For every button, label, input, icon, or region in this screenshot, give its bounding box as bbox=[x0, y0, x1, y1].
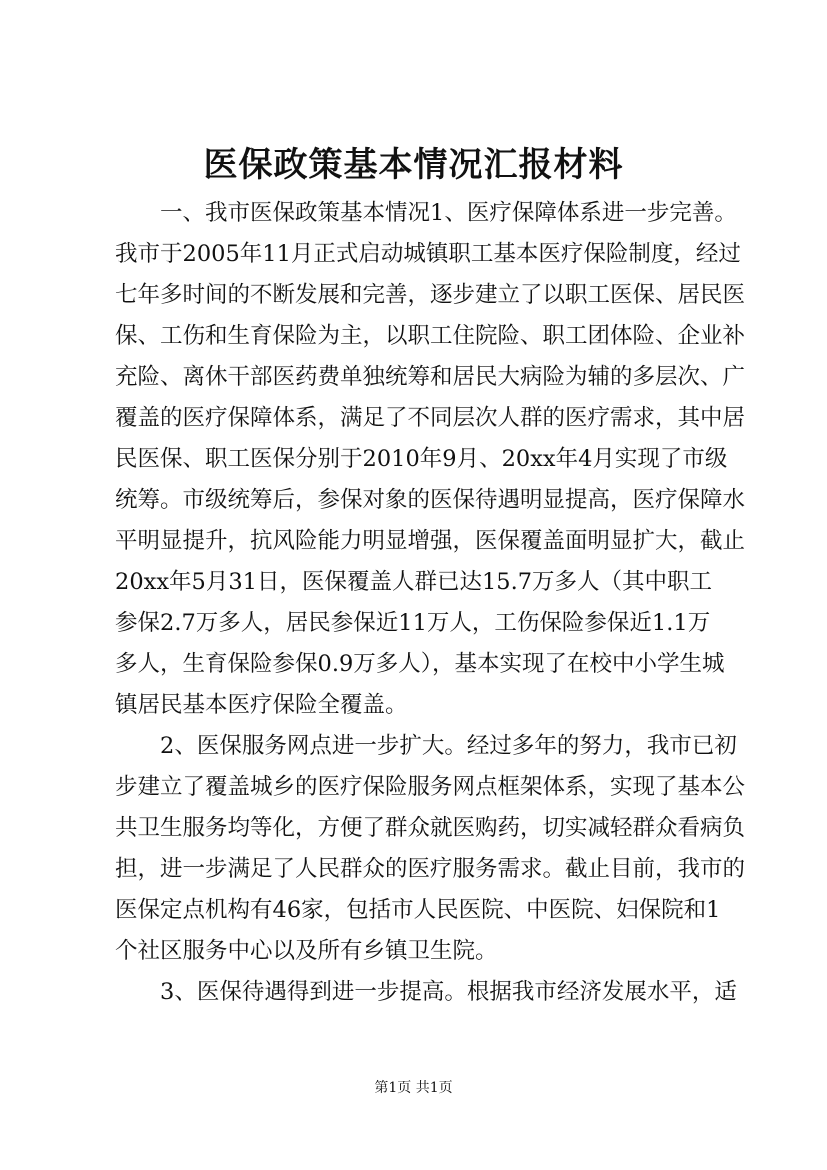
text-line: 多人，生育保险参保0.9万多人），基本实现了在校中小学生城 bbox=[115, 651, 725, 677]
text-line: 担，进一步满足了人民群众的医疗服务需求。截止目前，我市的 bbox=[115, 856, 746, 882]
page-number-footer: 第1页 共1页 bbox=[374, 1080, 453, 1096]
text-line: 充险、离休干部医药费单独统筹和居民大病险为辅的多层次、广 bbox=[115, 364, 746, 390]
text-line: 步建立了覆盖城乡的医疗保险服务网点框架体系，实现了基本公 bbox=[115, 774, 746, 800]
text-line: 保、工伤和生育保险为主，以职工住院险、职工团体险、企业补 bbox=[115, 323, 746, 349]
text-line: 3、医保待遇得到进一步提高。根据我市经济发展水平，适 bbox=[115, 979, 737, 1005]
text-line: 覆盖的医疗保障体系，满足了不同层次人群的医疗需求，其中居 bbox=[115, 405, 746, 431]
text-line: 七年多时间的不断发展和完善，逐步建立了以职工医保、居民医 bbox=[115, 282, 746, 308]
text-line: 医保定点机构有46家，包括市人民医院、中医院、妇保院和1 bbox=[115, 897, 721, 923]
document-title: 医保政策基本情况汇报材料 bbox=[203, 145, 624, 185]
text-line: 民医保、职工医保分别于2010年9月、20xx年4月实现了市级 bbox=[115, 446, 728, 472]
text-line: 20xx年5月31日，医保覆盖人群已达15.7万多人（其中职工 bbox=[115, 569, 713, 595]
text-line: 参保2.7万多人，居民参保近11万人，工伤保险参保近1.1万 bbox=[115, 610, 711, 636]
text-line: 个社区服务中心以及所有乡镇卫生院。 bbox=[115, 938, 498, 964]
text-line: 2、医保服务网点进一步扩大。经过多年的努力，我市已初 bbox=[115, 733, 737, 759]
document-body bbox=[115, 193, 755, 1013]
text-line: 平明显提升，抗风险能力明显增强，医保覆盖面明显扩大，截止 bbox=[115, 528, 746, 554]
text-line: 统筹。市级统筹后，参保对象的医保待遇明显提高，医疗保障水 bbox=[115, 487, 746, 513]
text-line: 我市于2005年11月正式启动城镇职工基本医疗保险制度，经过 bbox=[115, 241, 741, 267]
text-line: 共卫生服务均等化，方便了群众就医购药，切实减轻群众看病负 bbox=[115, 815, 746, 841]
text-line: 一、我市医保政策基本情况1、医疗保障体系进一步完善。 bbox=[115, 200, 737, 226]
text-line: 镇居民基本医疗保险全覆盖。 bbox=[115, 692, 408, 718]
